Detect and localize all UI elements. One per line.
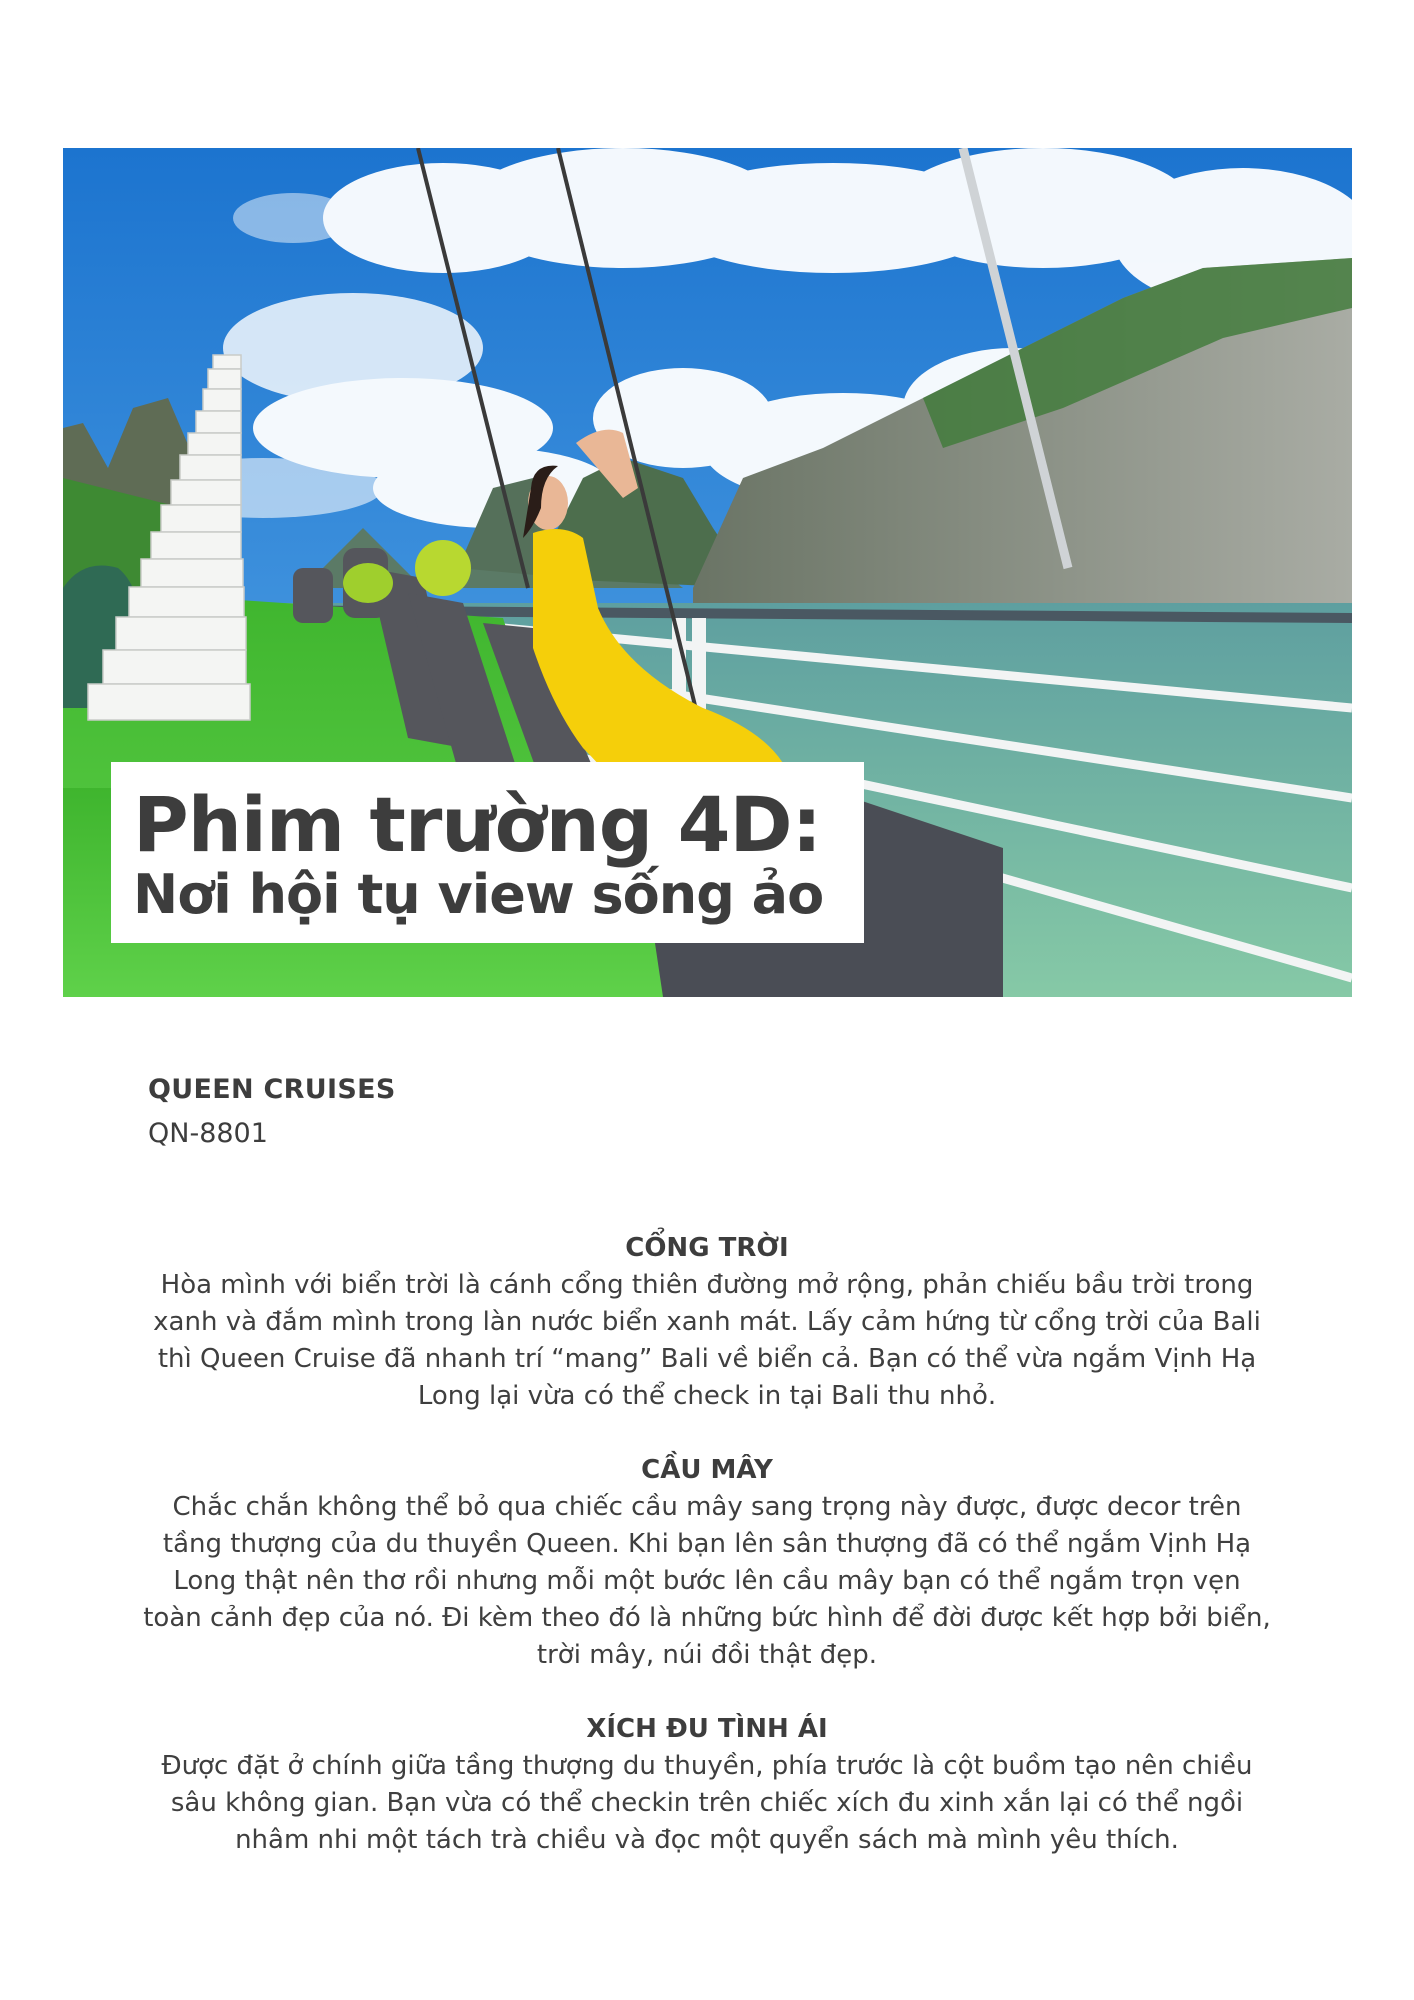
section-xich-du-tinh-ai	[140, 1711, 1274, 1859]
section-heading: XÍCH ĐU TÌNH ÁI	[586, 1714, 828, 1744]
brand-block	[148, 1068, 396, 1156]
section-heading: CỔNG TRỜI	[625, 1233, 789, 1263]
page-subtitle: Nơi hội tụ view sống ảo	[133, 863, 824, 926]
title-box	[111, 762, 864, 943]
section-body: Chắc chắn không thể bỏ qua chiếc cầu mây sang trọng này được, được decor trên tầng thượng của du thuyền Queen. Khi bạn lên sân thượng đã có thể ngắm Vịnh Hạ Long thật nên thơ rồi nhưng mỗi một bước lên cầu mây bạn có thể ngắm trọn vẹn toàn cảnh đẹp của nó. Đi kèm theo đó là những bức hình để đời được kết hợp bởi biển, trời mây, núi đồi thật đẹp.	[143, 1492, 1271, 1670]
brand-code: QN-8801	[148, 1118, 268, 1149]
brand-name: QUEEN CRUISES	[148, 1074, 396, 1105]
section-body: Được đặt ở chính giữa tầng thượng du thuyền, phía trước là cột buồm tạo nên chiều sâu không gian. Bạn vừa có thể checkin trên chiếc xích đu xinh xắn lại có thể ngồi nhâm nhi một tách trà chiều và đọc một quyển sách mà mình yêu thích.	[161, 1751, 1253, 1855]
content-sections	[140, 1230, 1274, 1896]
section-heading: CẦU MÂY	[641, 1455, 773, 1485]
page-title: Phim trường 4D:	[133, 780, 821, 869]
section-body: Hòa mình với biển trời là cánh cổng thiên đường mở rộng, phản chiếu bầu trời trong xanh và đắm mình trong làn nước biển xanh mát. Lấy cảm hứng từ cổng trời của Bali thì Queen Cruise đã nhanh trí “mang” Bali về biển cả. Bạn có thể vừa ngắm Vịnh Hạ Long lại vừa có thể check in tại Bali thu nhỏ.	[153, 1270, 1261, 1411]
section-cong-troi	[140, 1230, 1274, 1415]
section-cau-may	[140, 1452, 1274, 1674]
